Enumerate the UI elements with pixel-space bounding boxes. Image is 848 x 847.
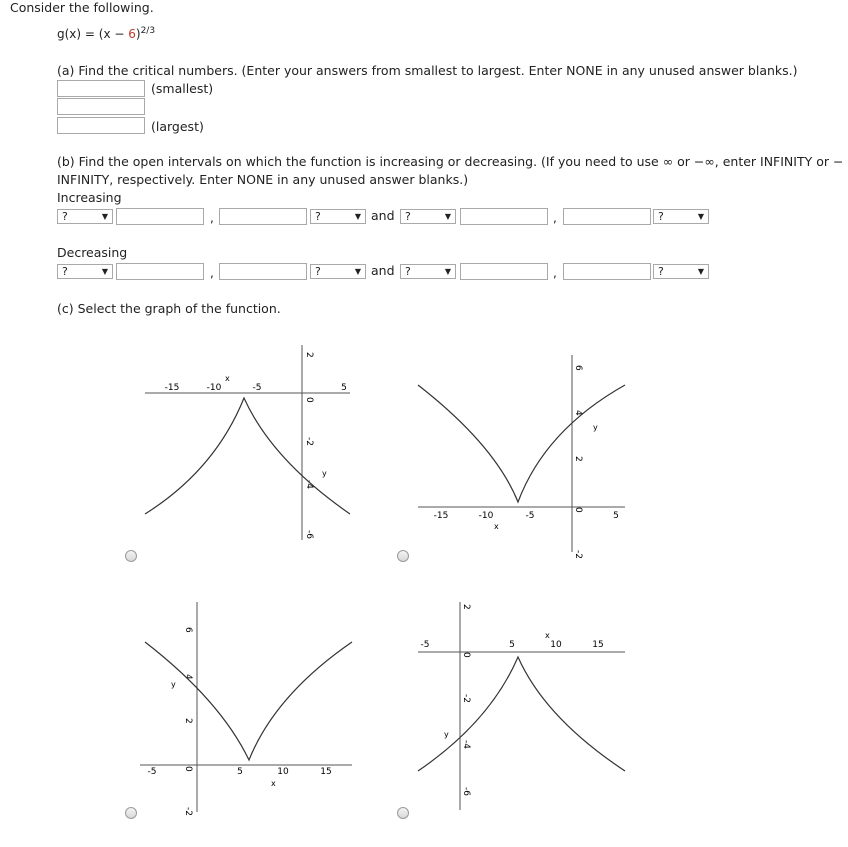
chevron-down-icon: ▼ bbox=[697, 212, 704, 221]
increasing-interval-2-left-bracket-select[interactable]: ? ▼ bbox=[400, 209, 456, 224]
graph-4-ytick-5: -6 bbox=[461, 787, 471, 796]
critical-number-2-input[interactable] bbox=[57, 98, 145, 115]
intro-text: Consider the following. bbox=[10, 0, 154, 15]
decreasing-label: Decreasing bbox=[57, 245, 128, 260]
graph-1-ylabel: y bbox=[322, 469, 327, 478]
graph-4-curve bbox=[418, 657, 625, 771]
graph-2-ytick-5: -2 bbox=[573, 550, 583, 559]
graph-4-ytick-2: 0 bbox=[461, 652, 471, 658]
graph-2-ytick-4: 0 bbox=[573, 507, 583, 513]
graph-option-2-radio[interactable] bbox=[397, 550, 409, 562]
graph-1-xtick-1: -15 bbox=[164, 383, 180, 393]
graph-2-ytick-2: 4 bbox=[573, 410, 583, 416]
graph-1-xtick-3: -5 bbox=[252, 383, 262, 393]
graph-4-xtick-1: -5 bbox=[420, 640, 430, 650]
increasing-interval-1-left-bracket-select[interactable]: ? ▼ bbox=[57, 209, 113, 224]
graph-1-xtick-2: -10 bbox=[206, 383, 222, 393]
increasing-interval-1-right-bracket-select[interactable]: ? ▼ bbox=[310, 209, 366, 224]
part-a-prompt: (a) Find the critical numbers. (Enter your answers from smallest to largest. Enter NONE in any unused answer blanks.) bbox=[57, 63, 798, 78]
graph-3-curve bbox=[145, 642, 352, 760]
graph-2-xtick-3: -5 bbox=[525, 511, 535, 521]
decreasing-interval-2-end-input[interactable] bbox=[563, 263, 651, 280]
graph-option-4-radio[interactable] bbox=[397, 807, 409, 819]
graph-3-ytick-1: 6 bbox=[183, 627, 193, 633]
decreasing-interval-2-start-input[interactable] bbox=[460, 263, 548, 280]
graph-2-xtick-2: -10 bbox=[478, 511, 494, 521]
increasing-interval-2-start-input[interactable] bbox=[460, 208, 548, 225]
chevron-down-icon: ▼ bbox=[101, 212, 108, 221]
decreasing-interval-2-right-bracket-select[interactable]: ? ▼ bbox=[653, 264, 709, 279]
function-close: ) bbox=[135, 27, 141, 41]
chevron-down-icon: ▼ bbox=[697, 267, 704, 276]
graph-3-ytick-3: 2 bbox=[183, 718, 193, 724]
graph-3-ytick-5: -2 bbox=[183, 807, 193, 816]
chevron-down-icon: ▼ bbox=[444, 267, 451, 276]
graph-4-xtick-3: 10 bbox=[550, 640, 562, 650]
graph-3-xtick-3: 10 bbox=[277, 767, 289, 777]
graph-3-xtick-4: 15 bbox=[320, 767, 332, 777]
graph-1-xlabel: x bbox=[225, 374, 230, 383]
part-c-prompt: (c) Select the graph of the function. bbox=[57, 301, 281, 316]
increasing-interval-1-start-input[interactable] bbox=[116, 208, 204, 225]
graph-option-2 bbox=[418, 355, 625, 559]
graphs-canvas bbox=[0, 330, 848, 830]
increasing-interval-1-end-input[interactable] bbox=[219, 208, 307, 225]
decreasing-interval-1-start-input[interactable] bbox=[116, 263, 204, 280]
graph-1-ytick-3: -2 bbox=[304, 437, 314, 446]
graph-1-ytick-1: 2 bbox=[304, 352, 314, 358]
graph-option-3-radio[interactable] bbox=[125, 807, 137, 819]
chevron-down-icon: ▼ bbox=[444, 212, 451, 221]
and-label: and bbox=[371, 263, 395, 278]
graph-option-4 bbox=[418, 602, 625, 810]
function-constant: 6 bbox=[128, 27, 136, 41]
graph-3-ytick-4: 0 bbox=[183, 766, 193, 772]
graph-4-ytick-4: -4 bbox=[461, 740, 471, 749]
part-b-prompt-line1: (b) Find the open intervals on which the function is increasing or decreasing. (If you need to use ∞ or −∞, enter INFINITY or − bbox=[57, 154, 844, 169]
graph-2-xlabel: x bbox=[494, 522, 499, 531]
critical-number-3-input[interactable] bbox=[57, 117, 145, 134]
chevron-down-icon: ▼ bbox=[101, 267, 108, 276]
decreasing-interval-1-right-bracket-select[interactable]: ? ▼ bbox=[310, 264, 366, 279]
graph-3-xtick-1: -5 bbox=[147, 767, 157, 777]
decreasing-interval-1-end-input[interactable] bbox=[219, 263, 307, 280]
graph-2-xtick-4: 5 bbox=[613, 511, 619, 521]
increasing-label: Increasing bbox=[57, 190, 122, 205]
graph-4-xtick-2: 5 bbox=[509, 640, 515, 650]
function-exponent: 2/3 bbox=[140, 26, 156, 36]
decreasing-interval-1-left-bracket-select[interactable]: ? ▼ bbox=[57, 264, 113, 279]
graph-4-ylabel: y bbox=[444, 730, 449, 739]
chevron-down-icon: ▼ bbox=[354, 212, 361, 221]
graph-2-ylabel: y bbox=[593, 423, 598, 432]
graph-4-ytick-3: -2 bbox=[461, 694, 471, 703]
graph-3-ylabel: y bbox=[171, 680, 176, 689]
graph-4-xtick-4: 15 bbox=[592, 640, 604, 650]
and-label: and bbox=[371, 208, 395, 223]
smallest-label: (smallest) bbox=[151, 81, 214, 96]
largest-label: (largest) bbox=[151, 119, 204, 134]
function-definition bbox=[57, 26, 155, 41]
critical-number-1-input[interactable] bbox=[57, 80, 145, 97]
function-lhs: g(x) = (x − bbox=[57, 27, 129, 41]
graph-option-1 bbox=[145, 345, 350, 540]
graph-1-curve bbox=[145, 398, 350, 514]
graph-2-xtick-1: -15 bbox=[433, 511, 449, 521]
graph-1-xtick-4: 5 bbox=[341, 383, 347, 393]
graph-1-ytick-5: -6 bbox=[304, 530, 314, 539]
graph-2-curve bbox=[418, 385, 625, 502]
graph-2-ytick-1: 6 bbox=[573, 365, 583, 371]
increasing-interval-2-right-bracket-select[interactable]: ? ▼ bbox=[653, 209, 709, 224]
graph-4-ytick-1: 2 bbox=[461, 604, 471, 610]
increasing-interval-2-end-input[interactable] bbox=[563, 208, 651, 225]
graph-1-ytick-4: -4 bbox=[304, 480, 314, 489]
graph-option-3 bbox=[140, 602, 352, 816]
graph-2-ytick-3: 2 bbox=[573, 456, 583, 462]
decreasing-interval-2-left-bracket-select[interactable]: ? ▼ bbox=[400, 264, 456, 279]
graph-1-ytick-2: 0 bbox=[304, 397, 314, 403]
graph-3-ytick-2: 4 bbox=[183, 674, 193, 680]
part-b-prompt-line2: INFINITY, respectively. Enter NONE in any unused answer blanks.) bbox=[57, 172, 469, 187]
graph-4-xlabel: x bbox=[545, 631, 550, 640]
chevron-down-icon: ▼ bbox=[354, 267, 361, 276]
graph-3-xtick-2: 5 bbox=[237, 767, 243, 777]
graph-option-1-radio[interactable] bbox=[125, 550, 137, 562]
graph-3-xlabel: x bbox=[271, 779, 276, 788]
